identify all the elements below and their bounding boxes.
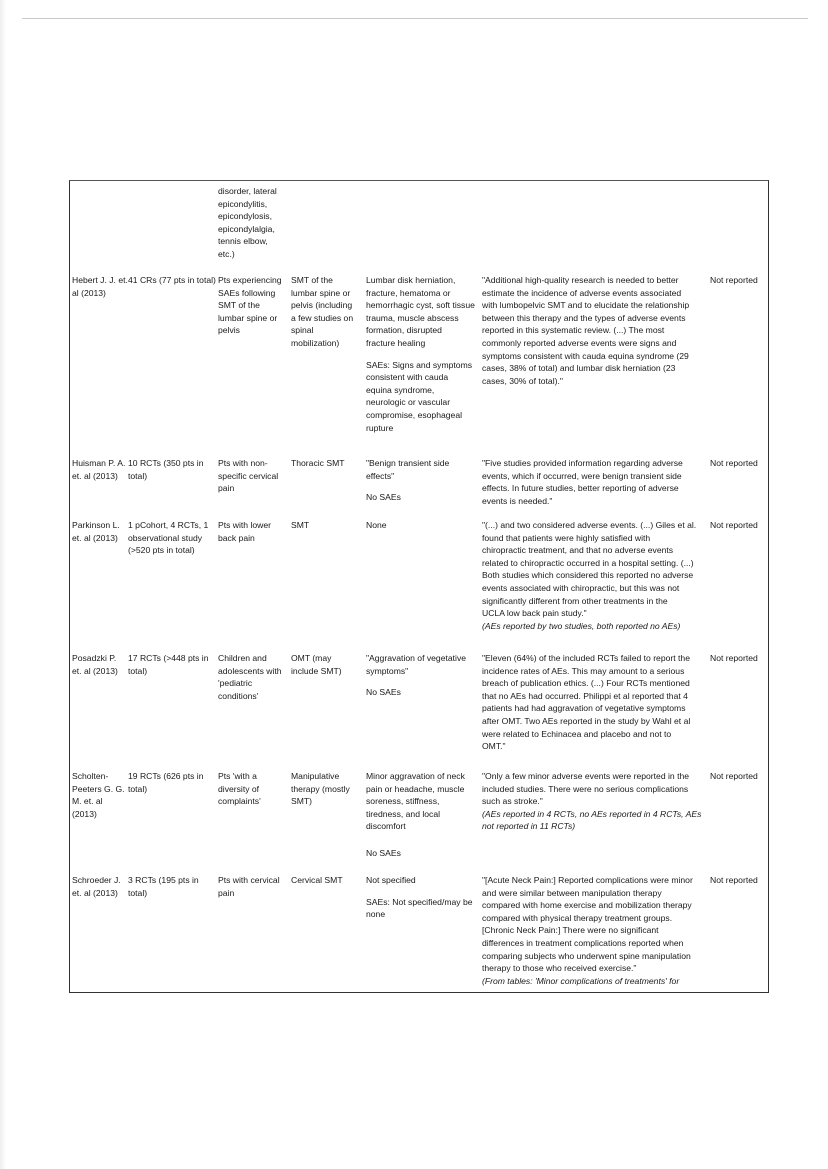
adverse-events-cell: None bbox=[366, 520, 387, 530]
population-cell: Pts with non- specific cervical pain bbox=[218, 458, 279, 494]
resources-cell: Not reported bbox=[710, 875, 758, 885]
resources-cell: Not reported bbox=[710, 653, 758, 663]
resources-cell: Not reported bbox=[710, 275, 758, 285]
intervention-cell: OMT (may include SMT) bbox=[291, 653, 342, 676]
study-cell: Parkinson L. et. al (2013) bbox=[72, 520, 120, 543]
page-header-rule bbox=[22, 18, 808, 19]
quote-cell: "Only a few minor adverse events were reported in the included studies. There were no serious complications such as stroke." (AEs reported in 4 RCTs, no AEs reported in 4 RCTs, AEs not reported in 11 RCTs) bbox=[482, 770, 714, 833]
population-cell: Pts 'with a diversity of complaints' bbox=[218, 771, 261, 807]
population-cell: Pts with cervical pain bbox=[218, 875, 280, 898]
intervention-cell: Cervical SMT bbox=[291, 875, 343, 885]
study-cell: Scholten-Peeters G. G. M. et. al (2013) bbox=[72, 771, 125, 819]
study-cell: Hebert J. J. et. al (2013) bbox=[72, 275, 128, 298]
scan-edge-shadow bbox=[0, 0, 6, 1169]
population-cell: Children and adolescents with 'pediatric conditions' bbox=[218, 653, 282, 701]
quote-note: (From tables: 'Minor complications of treatments' for bbox=[482, 975, 680, 986]
adverse-events-cell: "Aggravation of vegetative symptoms" No SAEs bbox=[366, 653, 467, 698]
study-cell: Posadzki P. et. al (2013) bbox=[72, 653, 118, 676]
intervention-cell: SMT of the lumbar spine or pelvis (including a few studies on spinal mobilization) bbox=[291, 275, 354, 348]
intervention-cell: SMT bbox=[291, 520, 310, 530]
population-cell: disorder, lateral epicondylitis, epicondylosis, epicondylalgia, tennis elbow, etc.) bbox=[218, 186, 277, 259]
design-cell: 19 RCTs (626 pts in total) bbox=[128, 771, 204, 794]
adverse-events-cell: Lumbar disk herniation, fracture, hematoma or hemorrhagic cyst, soft tissue trauma, muscle abscess formation, disrupted fracture healing SAEs: Signs and symptoms consistent with cauda equina syndrome, neurologic or vascular compromise, esophageal rupture bbox=[366, 275, 475, 433]
quote-cell: "Five studies provided information regarding adverse events, which if occurred, were benign transient side effects. In future studies, better reporting of adverse events is needed." bbox=[482, 458, 683, 506]
quote-cell: "Eleven (64%) of the included RCTs failed to report the incidence rates of AEs. This may amount to a serious breach of publication ethics. (...) Four RCTs mentioned that no AEs had occurred. Philippi et al reported that 4 patients had had aggravation of vegetative symptoms after OMT. Two AEs reported in the study by Wahl et al were related to Echinacea and placebo and not to OMT." bbox=[482, 653, 691, 752]
resources-cell: Not reported bbox=[710, 520, 758, 530]
quote-cell: "[Acute Neck Pain:] Reported complications were minor and were similar between manipulation therapy compared with home exercise and mobilization therapy compared with physical therapy treatment groups. [Chronic Neck Pain:] There were no significant differences in treatment complications reported when comparing subjects who underwent spine manipulation therapy to those who received exercise." (From tables: 'Minor complications of treatments' for bbox=[482, 874, 714, 987]
quote-note: (AEs reported in 4 RCTs, no AEs reported in 4 RCTs, AEs not reported in 11 RCTs) bbox=[482, 808, 702, 832]
adverse-events-cell: "Benign transient side effects" No SAEs bbox=[366, 458, 450, 503]
population-cell: Pts experiencing SAEs following SMT of the lumbar spine or pelvis bbox=[218, 275, 282, 336]
intervention-cell: Manipulative therapy (mostly SMT) bbox=[291, 771, 350, 807]
design-cell: 17 RCTs (>448 pts in total) bbox=[128, 653, 209, 676]
design-cell: 41 CRs (77 pts in total) bbox=[128, 275, 216, 285]
evidence-table bbox=[69, 180, 769, 993]
population-cell: Pts with lower back pain bbox=[218, 520, 272, 543]
adverse-events-cell: Not specified SAEs: Not specified/may be none bbox=[366, 875, 473, 920]
resources-cell: Not reported bbox=[710, 771, 758, 781]
intervention-cell: Thoracic SMT bbox=[291, 458, 345, 468]
adverse-events-cell: Minor aggravation of neck pain or headache, muscle soreness, stiffness, tiredness, and local discomfort No SAEs bbox=[366, 771, 465, 858]
quote-cell: "(...) and two considered adverse events. (...) Giles et al. found that patients were highly satisfied with chiropractic treatment, and that no adverse events related to chiropractic occurred in a hospital setting. (...) Both studies which considered this reported no adverse events associated with chiropractic, but this was not significantly different from other treatments in the UCLA low back pain study." (AEs reported by two studies, both reported no AEs) bbox=[482, 519, 714, 632]
study-cell: Schroeder J. et. al (2013) bbox=[72, 875, 121, 898]
study-cell: Huisman P. A. et. al (2013) bbox=[72, 458, 126, 481]
design-cell: 10 RCTs (350 pts in total) bbox=[128, 458, 204, 481]
design-cell: 1 pCohort, 4 RCTs, 1 observational study (>520 pts in total) bbox=[128, 520, 209, 556]
resources-cell: Not reported bbox=[710, 458, 758, 468]
quote-note: (AEs reported by two studies, both reported no AEs) bbox=[482, 620, 681, 631]
quote-cell: "Additional high-quality research is needed to better estimate the incidence of adverse events associated with lumbopelvic SMT and to elucidate the relationship between this therapy and the types of adverse events reported in this systematic review. (...) The most commonly reported adverse events were signs and symptoms consistent with cauda equina syndrome (29 cases, 38% of total) and lumbar disk herniation (23 cases, 30% of total)." bbox=[482, 275, 690, 386]
design-cell: 3 RCTs (195 pts in total) bbox=[128, 875, 199, 898]
